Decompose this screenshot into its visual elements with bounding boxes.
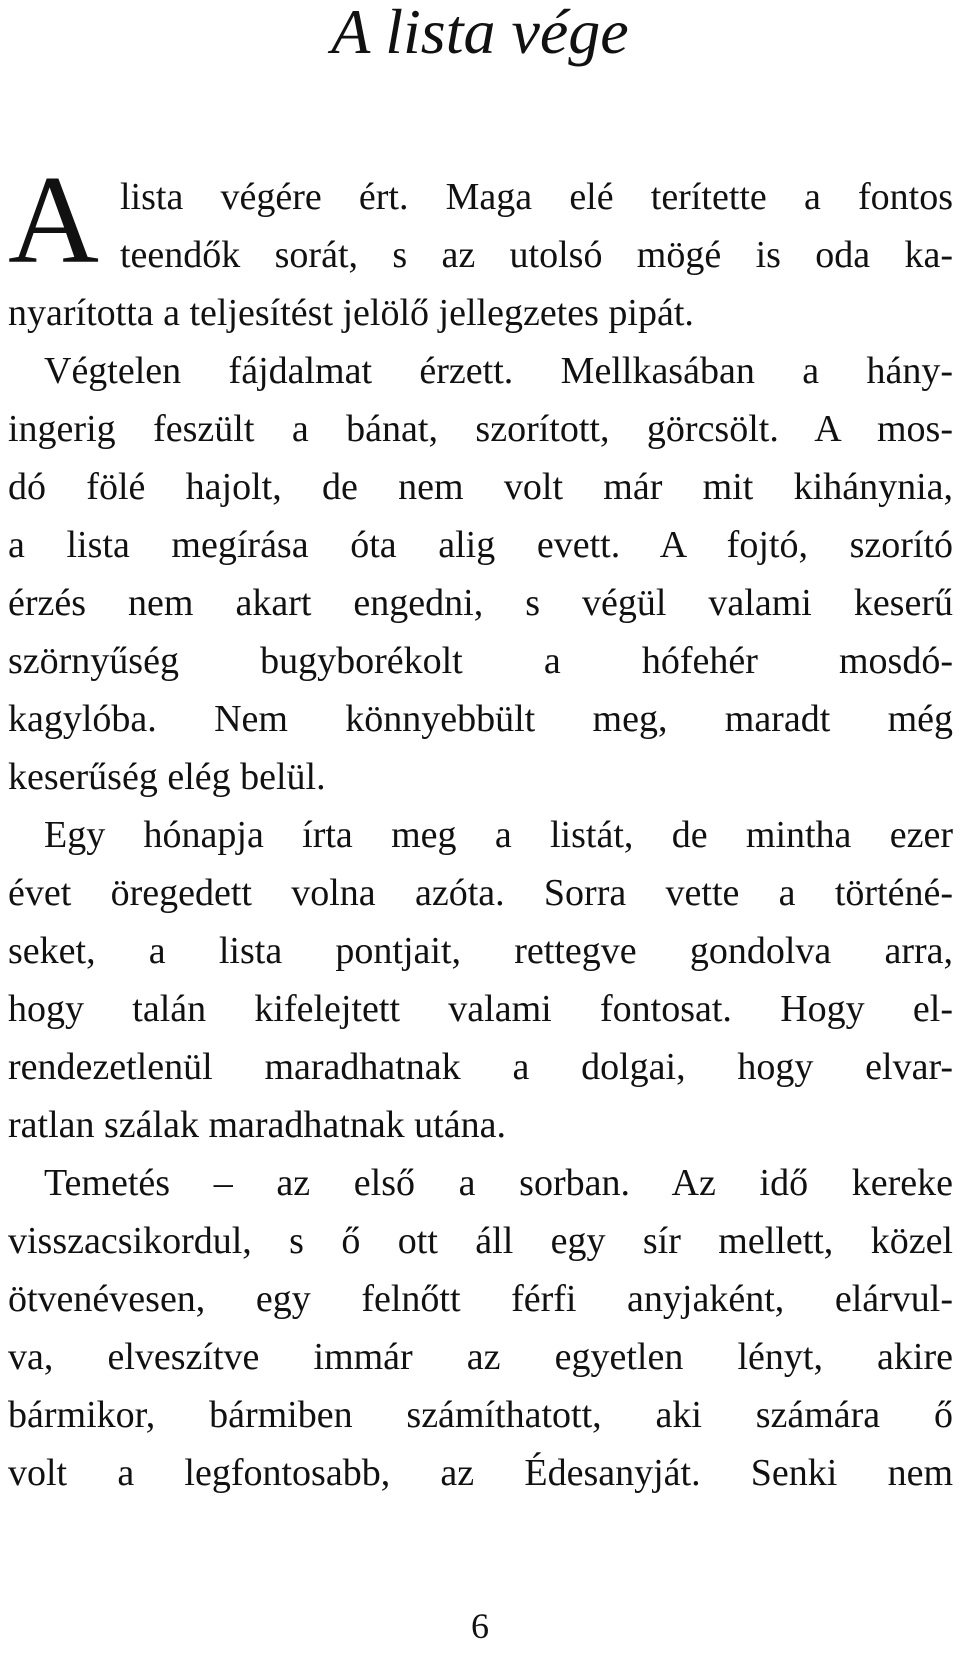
text-line: ötvenévesen, egy felnőtt férfi anyjaként, elárvul- [8,1278,953,1320]
chapter-body [8,168,953,1502]
text-line: bármikor, bármiben számíthatott, aki számára ő [8,1394,953,1436]
paragraph-1 [8,168,953,342]
page-number: 6 [471,1606,489,1646]
paragraph-3 [8,806,953,1154]
text-line: ratlan szálak maradhatnak utána. [8,1104,506,1146]
text-line: Egy hónapja írta meg a listát, de mintha ezer [44,814,953,856]
text-line: nyarította a teljesítést jelölő jellegzetes pipát. [8,292,694,334]
text-line: érzés nem akart engedni, s végül valami keserű [8,582,953,624]
text-line: évet öregedett volna azóta. Sorra vette a történé- [8,872,953,914]
text-line: volt a legfontosabb, az Édesanyját. Senki nem [8,1452,953,1494]
text-line: Temetés – az első a sorban. Az idő kereke [44,1162,953,1204]
text-line: a lista megírása óta alig evett. A fojtó, szorító [8,524,953,566]
text-line: visszacsikordul, s ő ott áll egy sír mellett, közel [8,1220,953,1262]
text-line: rendezetlenül maradhatnak a dolgai, hogy elvar- [8,1046,953,1088]
paragraph-2 [8,342,953,806]
text-line: lista végére ért. Maga elé terítette a fontos [120,176,953,218]
text-line: dó fölé hajolt, de nem volt már mit kihánynia, [8,466,953,508]
chapter-title: A lista vége [331,0,629,67]
drop-cap: A [8,151,99,290]
text-line: ingerig feszült a bánat, szorított, görcsölt. A mos- [8,408,953,450]
text-line: keserűség elég belül. [8,756,326,798]
text-line: hogy talán kifelejtett valami fontosat. Hogy el- [8,988,953,1030]
text-line: Végtelen fájdalmat érzett. Mellkasában a hány- [44,350,953,392]
text-line: va, elveszítve immár az egyetlen lényt, akire [8,1336,953,1378]
text-line: szörnyűség bugyborékolt a hófehér mosdó- [8,640,953,682]
paragraph-4 [8,1154,953,1502]
text-line: teendők sorát, s az utolsó mögé is oda ka- [120,234,953,276]
text-line: kagylóba. Nem könnyebbült meg, maradt még [8,698,953,740]
text-line: seket, a lista pontjait, rettegve gondolva arra, [8,930,953,972]
